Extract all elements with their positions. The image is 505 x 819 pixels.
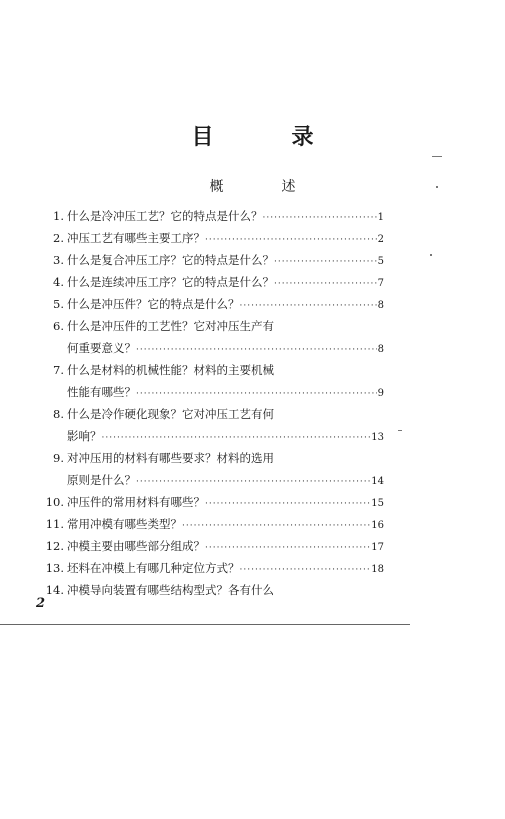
toc-entry [36, 579, 384, 601]
toc-line [36, 579, 384, 601]
scan-mark [432, 156, 442, 157]
dot-leader [136, 471, 370, 493]
toc-line [36, 469, 384, 491]
toc-line [36, 513, 384, 535]
toc-line [36, 425, 384, 447]
toc-entry-text: 何重要意义？ [67, 341, 136, 355]
toc-entry-number: 2. [53, 231, 64, 245]
toc-entry-text: 什么是冷冲压工艺？它的特点是什么？ [67, 209, 263, 223]
toc-entry-text: 对冲压用的材料有哪些要求？材料的选用 [67, 451, 274, 465]
toc-entry-text: 坯料在冲模上有哪几种定位方式？ [67, 561, 240, 575]
scan-mark [430, 254, 432, 256]
toc-entry-number: 3. [53, 253, 64, 267]
toc-entry [36, 403, 384, 447]
toc-entry-number: 9. [53, 451, 64, 465]
toc-entry [36, 513, 384, 535]
toc-page-number: 9 [377, 388, 384, 399]
toc-page-number: 8 [377, 300, 384, 311]
dot-leader [102, 427, 371, 449]
toc-entry-text: 什么是冷作硬化现象？它对冲压工艺有何 [67, 407, 274, 421]
toc-entry-text: 冲压工艺有哪些主要工序？ [67, 231, 205, 245]
dot-leader [240, 559, 371, 581]
toc-page-number: 14 [371, 476, 384, 487]
toc-entry-text: 什么是复合冲压工序？它的特点是什么？ [67, 253, 274, 267]
toc-page-number: 13 [371, 432, 384, 443]
toc-entry-number: 1. [53, 209, 64, 223]
toc-entry-text: 什么是冲压件的工艺性？它对冲压生产有 [67, 319, 274, 333]
scan-mark [436, 186, 438, 188]
toc-entry [36, 249, 384, 271]
table-of-contents [36, 205, 384, 601]
toc-line [36, 403, 384, 425]
section-heading: 概 述 [209, 179, 318, 195]
dot-leader [274, 251, 377, 273]
toc-line [36, 271, 384, 293]
toc-entry-number: 11. [45, 517, 64, 531]
toc-entry-number: 7. [53, 363, 64, 377]
toc-entry [36, 293, 384, 315]
dot-leader [205, 493, 370, 515]
toc-entry [36, 491, 384, 513]
toc-entry-number: 4. [53, 275, 64, 289]
toc-page-number: 1 [377, 212, 384, 223]
toc-entry [36, 271, 384, 293]
page-number: 2 [36, 596, 46, 611]
toc-line [36, 249, 384, 271]
toc-line [36, 359, 384, 381]
toc-entry-text: 常用冲模有哪些类型？ [67, 517, 182, 531]
bottom-rule [0, 624, 410, 625]
toc-entry-text: 什么是连续冲压工序？它的特点是什么？ [67, 275, 274, 289]
toc-entry [36, 227, 384, 249]
toc-entry [36, 557, 384, 579]
toc-entry-text: 冲模主要由哪些部分组成？ [67, 539, 205, 553]
scan-mark [398, 430, 402, 431]
dot-leader [205, 229, 377, 251]
dot-leader [136, 339, 377, 361]
toc-page-number: 7 [377, 278, 384, 289]
dot-leader [263, 207, 377, 229]
toc-page-number: 5 [377, 256, 384, 267]
toc-line [36, 557, 384, 579]
toc-entry [36, 535, 384, 557]
toc-entry [36, 315, 384, 359]
toc-line [36, 293, 384, 315]
toc-entry-number: 8. [53, 407, 64, 421]
toc-line [36, 315, 384, 337]
toc-page-number: 18 [371, 564, 384, 575]
toc-entry-text: 性能有哪些？ [67, 385, 136, 399]
dot-leader [205, 537, 370, 559]
toc-entry [36, 447, 384, 491]
toc-entry-number: 10. [45, 495, 64, 509]
toc-entry-number: 6. [53, 319, 64, 333]
toc-entry-text: 冲压件的常用材料有哪些？ [67, 495, 205, 509]
toc-entry-text: 原则是什么？ [67, 473, 136, 487]
dot-leader [240, 295, 377, 317]
page-title: 目 录 [191, 125, 342, 150]
toc-entry [36, 359, 384, 403]
toc-entry-number: 13. [45, 561, 64, 575]
toc-page-number: 16 [371, 520, 384, 531]
toc-entry-number: 5. [53, 297, 64, 311]
dot-leader [182, 515, 370, 537]
toc-page-number: 17 [371, 542, 384, 553]
dot-leader [274, 273, 377, 295]
toc-line [36, 337, 384, 359]
dot-leader [136, 383, 377, 405]
toc-page-number: 2 [377, 234, 384, 245]
toc-page-number: 15 [371, 498, 384, 509]
toc-line [36, 205, 384, 227]
toc-entry-text: 什么是冲压件？它的特点是什么？ [67, 297, 240, 311]
toc-entry-text: 影响？ [67, 429, 102, 443]
toc-entry-number: 12. [45, 539, 64, 553]
toc-entry-number: 14. [45, 583, 64, 597]
toc-entry-text: 冲模导向装置有哪些结构型式？各有什么 [67, 583, 274, 597]
toc-line [36, 447, 384, 469]
toc-line [36, 381, 384, 403]
toc-page-number: 8 [377, 344, 384, 355]
toc-entry [36, 205, 384, 227]
toc-line [36, 491, 384, 513]
toc-line [36, 227, 384, 249]
toc-line [36, 535, 384, 557]
toc-entry-text: 什么是材料的机械性能？材料的主要机械 [67, 363, 274, 377]
